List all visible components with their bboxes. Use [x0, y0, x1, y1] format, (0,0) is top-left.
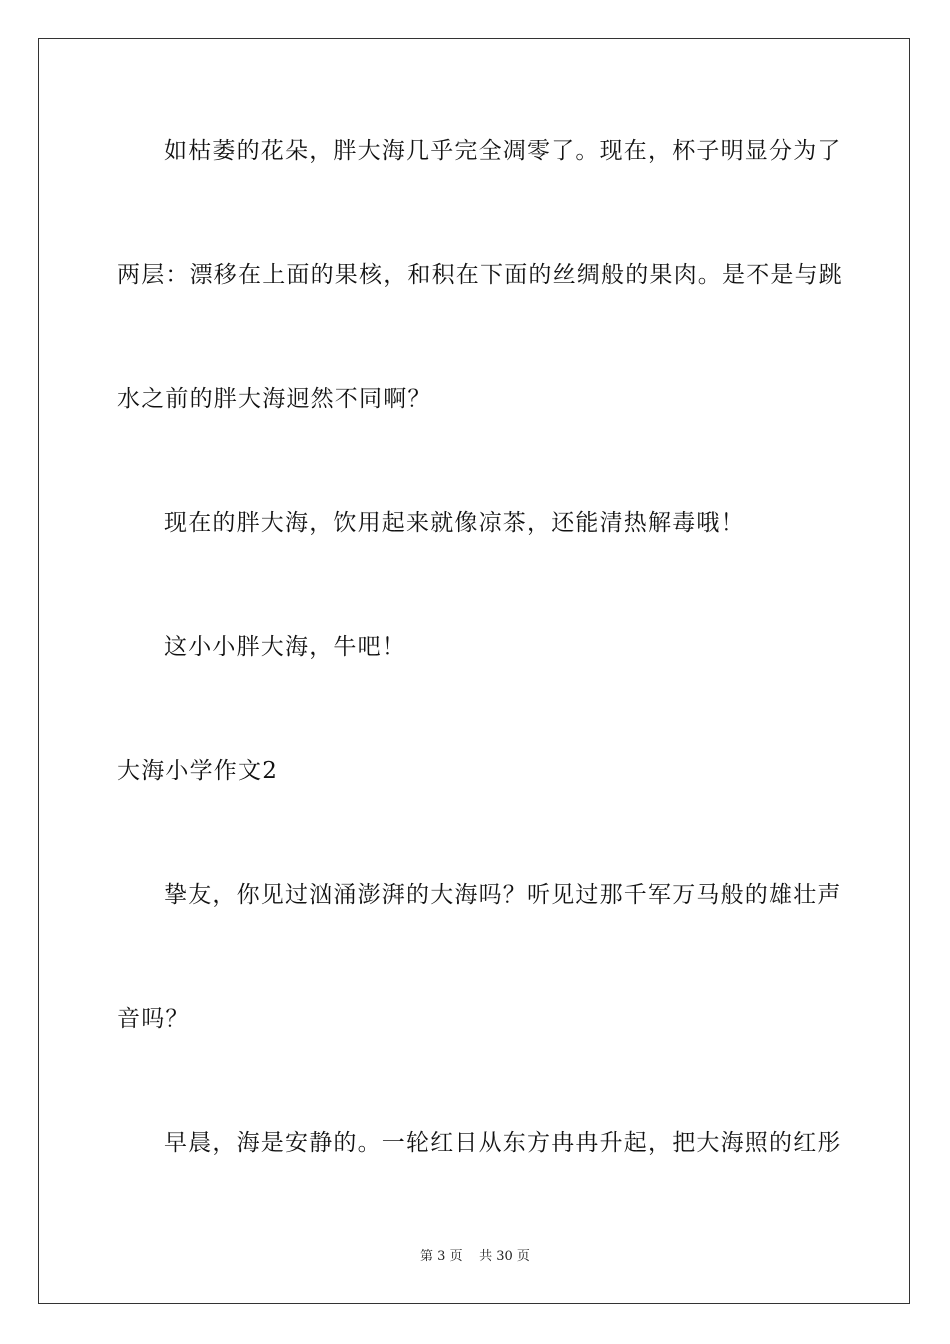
section-heading: 大海小学作文2: [117, 758, 279, 784]
paragraph-line: 早晨，海是安静的。一轮红日从东方冉冉升起，把大海照的红彤: [164, 1130, 842, 1156]
page-footer: [0, 1248, 950, 1266]
page-border: [38, 38, 910, 1304]
paragraph-line: 现在的胖大海，饮用起来就像凉茶，还能清热解毒哦！: [164, 510, 745, 536]
page-number: 第 3 页: [420, 1249, 463, 1264]
paragraph-line: 挚友，你见过汹涌澎湃的大海吗？听见过那千军万马般的雄壮声: [164, 882, 842, 908]
paragraph-line: 音吗？: [117, 1006, 190, 1032]
paragraph-line: 如枯萎的花朵，胖大海几乎完全凋零了。现在，杯子明显分为了: [164, 138, 842, 164]
paragraph-line: 这小小胖大海，牛吧！: [164, 634, 406, 660]
paragraph-line: 水之前的胖大海迥然不同啊？: [117, 386, 432, 412]
page-total: 共 30 页: [479, 1249, 530, 1264]
paragraph-line: 两层：漂移在上面的果核，和积在下面的丝绸般的果肉。是不是与跳: [117, 262, 843, 288]
